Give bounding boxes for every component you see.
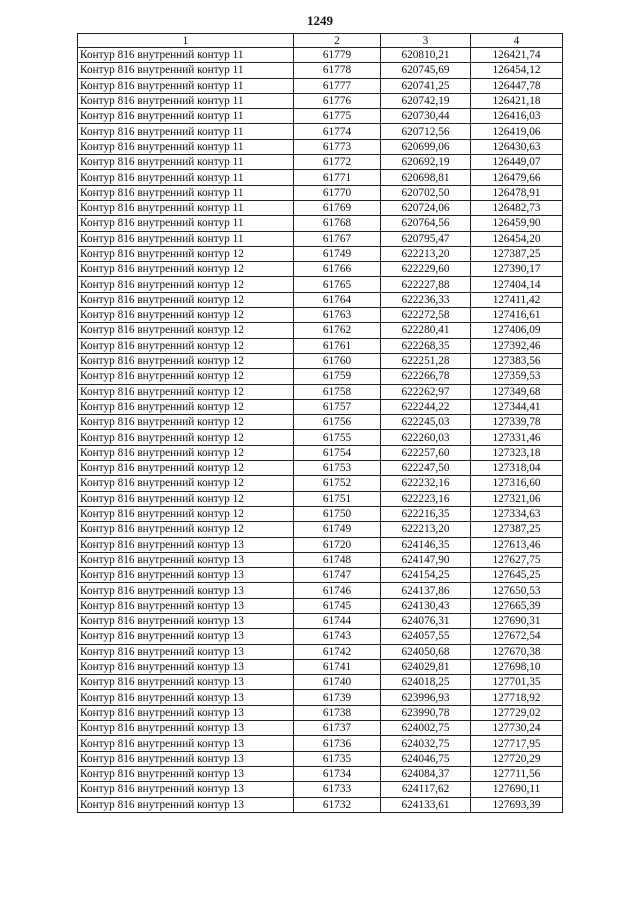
table-row	[78, 537, 563, 552]
y-coordinate-cell: 127729,02	[471, 705, 563, 720]
point-number-cell: 61743	[294, 629, 381, 644]
point-number-cell: 61761	[294, 338, 381, 353]
y-coordinate-cell: 126416,03	[471, 109, 563, 124]
contour-name-cell: Контур 816 внутренний контур 11	[78, 155, 294, 170]
contour-name-cell: Контур 816 внутренний контур 11	[78, 78, 294, 93]
table-row	[78, 705, 563, 720]
table-row	[78, 93, 563, 108]
x-coordinate-cell: 622223,16	[381, 491, 471, 506]
point-number-cell: 61748	[294, 552, 381, 567]
point-number-cell: 61758	[294, 384, 381, 399]
x-coordinate-cell: 622232,16	[381, 476, 471, 491]
y-coordinate-cell: 127613,46	[471, 537, 563, 552]
y-coordinate-cell: 127645,25	[471, 568, 563, 583]
table-header-row	[78, 34, 563, 48]
table-row	[78, 613, 563, 628]
table-row	[78, 155, 563, 170]
point-number-cell: 61750	[294, 506, 381, 521]
point-number-cell: 61772	[294, 155, 381, 170]
table-row	[78, 675, 563, 690]
table-row	[78, 782, 563, 797]
x-coordinate-cell: 624032,75	[381, 736, 471, 751]
contour-name-cell: Контур 816 внутренний контур 12	[78, 491, 294, 506]
x-coordinate-cell: 624029,81	[381, 659, 471, 674]
y-coordinate-cell: 127323,18	[471, 445, 563, 460]
x-coordinate-cell: 620795,47	[381, 231, 471, 246]
x-coordinate-cell: 622280,41	[381, 323, 471, 338]
table-row	[78, 552, 563, 567]
x-coordinate-cell: 622229,60	[381, 262, 471, 277]
point-number-cell: 61771	[294, 170, 381, 185]
y-coordinate-cell: 127411,42	[471, 292, 563, 307]
contour-name-cell: Контур 816 внутренний контур 13	[78, 644, 294, 659]
table-row	[78, 369, 563, 384]
y-coordinate-cell: 127406,09	[471, 323, 563, 338]
table-row	[78, 308, 563, 323]
point-number-cell: 61751	[294, 491, 381, 506]
table-row	[78, 63, 563, 78]
y-coordinate-cell: 127693,39	[471, 797, 563, 812]
table-row	[78, 109, 563, 124]
table-row	[78, 568, 563, 583]
x-coordinate-cell: 624130,43	[381, 598, 471, 613]
contour-name-cell: Контур 816 внутренний контур 12	[78, 506, 294, 521]
x-coordinate-cell: 620741,25	[381, 78, 471, 93]
x-coordinate-cell: 622213,20	[381, 246, 471, 261]
contour-name-cell: Контур 816 внутренний контур 13	[78, 629, 294, 644]
contour-name-cell: Контур 816 внутренний контур 11	[78, 93, 294, 108]
contour-name-cell: Контур 816 внутренний контур 13	[78, 675, 294, 690]
point-number-cell: 61774	[294, 124, 381, 139]
point-number-cell: 61768	[294, 216, 381, 231]
y-coordinate-cell: 126447,78	[471, 78, 563, 93]
x-coordinate-cell: 622236,33	[381, 292, 471, 307]
point-number-cell: 61765	[294, 277, 381, 292]
contour-name-cell: Контур 816 внутренний контур 13	[78, 751, 294, 766]
y-coordinate-cell: 127720,29	[471, 751, 563, 766]
coordinates-table	[77, 33, 563, 813]
y-coordinate-cell: 127665,39	[471, 598, 563, 613]
x-coordinate-cell: 620724,06	[381, 200, 471, 215]
contour-name-cell: Контур 816 внутренний контур 12	[78, 445, 294, 460]
table-row	[78, 216, 563, 231]
contour-name-cell: Контур 816 внутренний контур 12	[78, 461, 294, 476]
y-coordinate-cell: 127627,75	[471, 552, 563, 567]
table-row	[78, 583, 563, 598]
point-number-cell: 61767	[294, 231, 381, 246]
table-row	[78, 797, 563, 812]
x-coordinate-cell: 620692,19	[381, 155, 471, 170]
table-row	[78, 690, 563, 705]
contour-name-cell: Контур 816 внутренний контур 13	[78, 552, 294, 567]
x-coordinate-cell: 622247,50	[381, 461, 471, 476]
y-coordinate-cell: 127316,60	[471, 476, 563, 491]
x-coordinate-cell: 620699,06	[381, 139, 471, 154]
y-coordinate-cell: 127331,46	[471, 430, 563, 445]
point-number-cell: 61720	[294, 537, 381, 552]
y-coordinate-cell: 127670,38	[471, 644, 563, 659]
point-number-cell: 61778	[294, 63, 381, 78]
point-number-cell: 61737	[294, 721, 381, 736]
y-coordinate-cell: 127344,41	[471, 399, 563, 414]
x-coordinate-cell: 624154,25	[381, 568, 471, 583]
contour-name-cell: Контур 816 внутренний контур 11	[78, 200, 294, 215]
x-coordinate-cell: 622266,78	[381, 369, 471, 384]
x-coordinate-cell: 622260,03	[381, 430, 471, 445]
contour-name-cell: Контур 816 внутренний контур 12	[78, 369, 294, 384]
column-header: 2	[294, 34, 381, 48]
table-row	[78, 415, 563, 430]
point-number-cell: 61742	[294, 644, 381, 659]
contour-name-cell: Контур 816 внутренний контур 12	[78, 384, 294, 399]
x-coordinate-cell: 624147,90	[381, 552, 471, 567]
contour-name-cell: Контур 816 внутренний контур 12	[78, 415, 294, 430]
x-coordinate-cell: 622213,20	[381, 522, 471, 537]
point-number-cell: 61740	[294, 675, 381, 690]
contour-name-cell: Контур 816 внутренний контур 12	[78, 522, 294, 537]
y-coordinate-cell: 127318,04	[471, 461, 563, 476]
column-header: 3	[381, 34, 471, 48]
x-coordinate-cell: 623990,78	[381, 705, 471, 720]
contour-name-cell: Контур 816 внутренний контур 13	[78, 782, 294, 797]
y-coordinate-cell: 127698,10	[471, 659, 563, 674]
point-number-cell: 61749	[294, 246, 381, 261]
x-coordinate-cell: 620764,56	[381, 216, 471, 231]
contour-name-cell: Контур 816 внутренний контур 13	[78, 721, 294, 736]
point-number-cell: 61741	[294, 659, 381, 674]
table-row	[78, 461, 563, 476]
y-coordinate-cell: 127730,24	[471, 721, 563, 736]
table-row	[78, 292, 563, 307]
table-row	[78, 246, 563, 261]
point-number-cell: 61735	[294, 751, 381, 766]
contour-name-cell: Контур 816 внутренний контур 13	[78, 659, 294, 674]
y-coordinate-cell: 127321,06	[471, 491, 563, 506]
point-number-cell: 61732	[294, 797, 381, 812]
table-row	[78, 721, 563, 736]
point-number-cell: 61744	[294, 613, 381, 628]
point-number-cell: 61755	[294, 430, 381, 445]
y-coordinate-cell: 126459,90	[471, 216, 563, 231]
x-coordinate-cell: 624117,62	[381, 782, 471, 797]
contour-name-cell: Контур 816 внутренний контур 13	[78, 613, 294, 628]
point-number-cell: 61749	[294, 522, 381, 537]
contour-name-cell: Контур 816 внутренний контур 13	[78, 568, 294, 583]
y-coordinate-cell: 127387,25	[471, 246, 563, 261]
x-coordinate-cell: 624046,75	[381, 751, 471, 766]
contour-name-cell: Контур 816 внутренний контур 11	[78, 231, 294, 246]
table-row	[78, 139, 563, 154]
y-coordinate-cell: 126482,73	[471, 200, 563, 215]
contour-name-cell: Контур 816 внутренний контур 11	[78, 185, 294, 200]
x-coordinate-cell: 622257,60	[381, 445, 471, 460]
point-number-cell: 61769	[294, 200, 381, 215]
y-coordinate-cell: 127717,95	[471, 736, 563, 751]
y-coordinate-cell: 126454,12	[471, 63, 563, 78]
y-coordinate-cell: 127383,56	[471, 353, 563, 368]
x-coordinate-cell: 622227,88	[381, 277, 471, 292]
x-coordinate-cell: 620745,69	[381, 63, 471, 78]
x-coordinate-cell: 620730,44	[381, 109, 471, 124]
point-number-cell: 61773	[294, 139, 381, 154]
column-header: 1	[78, 34, 294, 48]
contour-name-cell: Контур 816 внутренний контур 13	[78, 598, 294, 613]
x-coordinate-cell: 624137,86	[381, 583, 471, 598]
x-coordinate-cell: 620742,19	[381, 93, 471, 108]
y-coordinate-cell: 126421,74	[471, 48, 563, 63]
point-number-cell: 61766	[294, 262, 381, 277]
point-number-cell: 61756	[294, 415, 381, 430]
table-row	[78, 598, 563, 613]
y-coordinate-cell: 127701,35	[471, 675, 563, 690]
x-coordinate-cell: 622268,35	[381, 338, 471, 353]
y-coordinate-cell: 127404,14	[471, 277, 563, 292]
y-coordinate-cell: 127392,46	[471, 338, 563, 353]
x-coordinate-cell: 623996,93	[381, 690, 471, 705]
column-header: 4	[471, 34, 563, 48]
contour-name-cell: Контур 816 внутренний контур 13	[78, 690, 294, 705]
x-coordinate-cell: 624146,35	[381, 537, 471, 552]
table-row	[78, 751, 563, 766]
table-row	[78, 262, 563, 277]
point-number-cell: 61775	[294, 109, 381, 124]
contour-name-cell: Контур 816 внутренний контур 12	[78, 476, 294, 491]
contour-name-cell: Контур 816 внутренний контур 11	[78, 170, 294, 185]
contour-name-cell: Контур 816 внутренний контур 13	[78, 583, 294, 598]
point-number-cell: 61734	[294, 766, 381, 781]
point-number-cell: 61746	[294, 583, 381, 598]
contour-name-cell: Контур 816 внутренний контур 13	[78, 766, 294, 781]
x-coordinate-cell: 620810,21	[381, 48, 471, 63]
table-row	[78, 506, 563, 521]
table-row	[78, 124, 563, 139]
table-row	[78, 522, 563, 537]
table-row	[78, 48, 563, 63]
x-coordinate-cell: 624084,37	[381, 766, 471, 781]
y-coordinate-cell: 126421,18	[471, 93, 563, 108]
contour-name-cell: Контур 816 внутренний контур 12	[78, 430, 294, 445]
point-number-cell: 61759	[294, 369, 381, 384]
y-coordinate-cell: 127416,61	[471, 308, 563, 323]
y-coordinate-cell: 127711,56	[471, 766, 563, 781]
x-coordinate-cell: 620698,81	[381, 170, 471, 185]
table-row	[78, 736, 563, 751]
contour-name-cell: Контур 816 внутренний контур 13	[78, 537, 294, 552]
y-coordinate-cell: 126449,07	[471, 155, 563, 170]
y-coordinate-cell: 127387,25	[471, 522, 563, 537]
point-number-cell: 61757	[294, 399, 381, 414]
point-number-cell: 61754	[294, 445, 381, 460]
y-coordinate-cell: 127718,92	[471, 690, 563, 705]
table-row	[78, 644, 563, 659]
y-coordinate-cell: 127349,68	[471, 384, 563, 399]
point-number-cell: 61733	[294, 782, 381, 797]
contour-name-cell: Контур 816 внутренний контур 12	[78, 292, 294, 307]
y-coordinate-cell: 126454,20	[471, 231, 563, 246]
x-coordinate-cell: 624133,61	[381, 797, 471, 812]
table-row	[78, 353, 563, 368]
table-row	[78, 78, 563, 93]
table-row	[78, 430, 563, 445]
table-row	[78, 277, 563, 292]
contour-name-cell: Контур 816 внутренний контур 13	[78, 736, 294, 751]
x-coordinate-cell: 624002,75	[381, 721, 471, 736]
point-number-cell: 61764	[294, 292, 381, 307]
x-coordinate-cell: 624057,55	[381, 629, 471, 644]
y-coordinate-cell: 126478,91	[471, 185, 563, 200]
point-number-cell: 61753	[294, 461, 381, 476]
contour-name-cell: Контур 816 внутренний контур 12	[78, 277, 294, 292]
table-row	[78, 185, 563, 200]
contour-name-cell: Контур 816 внутренний контур 11	[78, 124, 294, 139]
contour-name-cell: Контур 816 внутренний контур 12	[78, 353, 294, 368]
point-number-cell: 61760	[294, 353, 381, 368]
x-coordinate-cell: 622251,28	[381, 353, 471, 368]
x-coordinate-cell: 624076,31	[381, 613, 471, 628]
point-number-cell: 61776	[294, 93, 381, 108]
table-row	[78, 491, 563, 506]
contour-name-cell: Контур 816 внутренний контур 11	[78, 63, 294, 78]
contour-name-cell: Контур 816 внутренний контур 11	[78, 109, 294, 124]
page-number: 1249	[307, 13, 333, 28]
point-number-cell: 61762	[294, 323, 381, 338]
contour-name-cell: Контур 816 внутренний контур 12	[78, 323, 294, 338]
table-row	[78, 338, 563, 353]
x-coordinate-cell: 620712,56	[381, 124, 471, 139]
x-coordinate-cell: 624018,25	[381, 675, 471, 690]
contour-name-cell: Контур 816 внутренний контур 11	[78, 48, 294, 63]
y-coordinate-cell: 127390,17	[471, 262, 563, 277]
contour-name-cell: Контур 816 внутренний контур 12	[78, 308, 294, 323]
y-coordinate-cell: 127690,31	[471, 613, 563, 628]
table-row	[78, 445, 563, 460]
contour-name-cell: Контур 816 внутренний контур 11	[78, 139, 294, 154]
point-number-cell: 61736	[294, 736, 381, 751]
point-number-cell: 61763	[294, 308, 381, 323]
contour-name-cell: Контур 816 внутренний контур 13	[78, 705, 294, 720]
contour-name-cell: Контур 816 внутренний контур 12	[78, 246, 294, 261]
x-coordinate-cell: 622262,97	[381, 384, 471, 399]
contour-name-cell: Контур 816 внутренний контур 12	[78, 338, 294, 353]
y-coordinate-cell: 127334,63	[471, 506, 563, 521]
y-coordinate-cell: 127690,11	[471, 782, 563, 797]
table-row	[78, 399, 563, 414]
y-coordinate-cell: 127339,78	[471, 415, 563, 430]
table-row	[78, 629, 563, 644]
point-number-cell: 61739	[294, 690, 381, 705]
y-coordinate-cell: 126479,66	[471, 170, 563, 185]
contour-name-cell: Контур 816 внутренний контур 11	[78, 216, 294, 231]
table-row	[78, 170, 563, 185]
table-row	[78, 323, 563, 338]
point-number-cell: 61752	[294, 476, 381, 491]
contour-name-cell: Контур 816 внутренний контур 12	[78, 399, 294, 414]
table-row	[78, 476, 563, 491]
point-number-cell: 61738	[294, 705, 381, 720]
x-coordinate-cell: 624050,68	[381, 644, 471, 659]
table-row	[78, 231, 563, 246]
x-coordinate-cell: 622244,22	[381, 399, 471, 414]
point-number-cell: 61779	[294, 48, 381, 63]
y-coordinate-cell: 127359,53	[471, 369, 563, 384]
contour-name-cell: Контур 816 внутренний контур 12	[78, 262, 294, 277]
table-body	[78, 48, 563, 813]
y-coordinate-cell: 126430,63	[471, 139, 563, 154]
point-number-cell: 61745	[294, 598, 381, 613]
x-coordinate-cell: 620702,50	[381, 185, 471, 200]
y-coordinate-cell: 126419,06	[471, 124, 563, 139]
x-coordinate-cell: 622216,35	[381, 506, 471, 521]
table-row	[78, 384, 563, 399]
x-coordinate-cell: 622272,58	[381, 308, 471, 323]
table-row	[78, 766, 563, 781]
y-coordinate-cell: 127650,53	[471, 583, 563, 598]
table-row	[78, 659, 563, 674]
table-row	[78, 200, 563, 215]
point-number-cell: 61770	[294, 185, 381, 200]
point-number-cell: 61747	[294, 568, 381, 583]
x-coordinate-cell: 622245,03	[381, 415, 471, 430]
contour-name-cell: Контур 816 внутренний контур 13	[78, 797, 294, 812]
point-number-cell: 61777	[294, 78, 381, 93]
y-coordinate-cell: 127672,54	[471, 629, 563, 644]
